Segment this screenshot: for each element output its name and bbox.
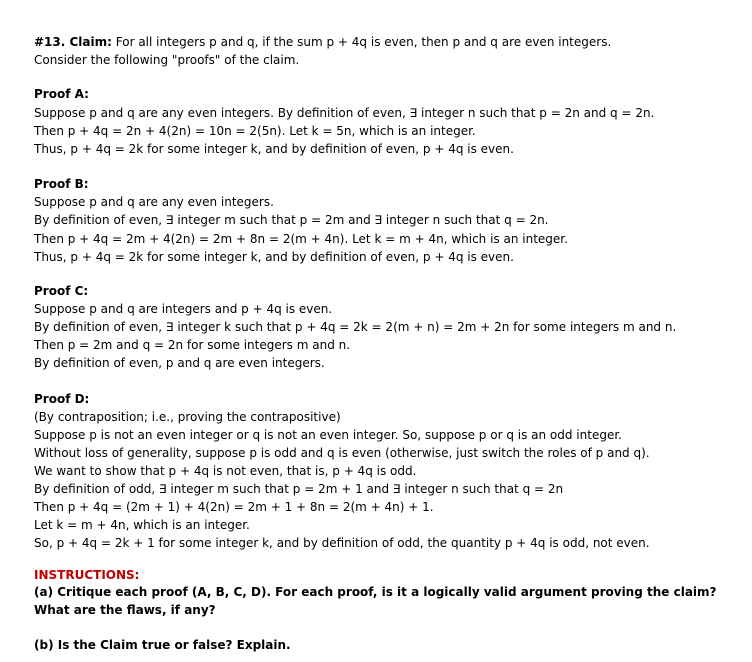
proof-d-line-1: (By contraposition; i.e., proving the contrapositive) (34, 410, 341, 424)
instructions-heading: INSTRUCTIONS: (34, 568, 140, 582)
proof-c-line-3: Then p = 2m and q = 2n for some integers m and n. (34, 338, 351, 352)
proof-b-line-1: Suppose p and q are any even integers. (34, 195, 274, 209)
proof-d-line-2: Suppose p is not an even integer or q is not an even integer. So, suppose p or q is an odd integer. (34, 428, 622, 442)
proof-a-line-3: Thus, p + 4q = 2k for some integer k, and by definition of even, p + 4q is even. (34, 142, 514, 156)
proof-b-title: Proof B: (34, 177, 89, 191)
proof-b-line-2: By definition of even, ∃ integer m such that p = 2m and ∃ integer n such that q = 2n. (34, 213, 549, 227)
instruction-a-line-2: What are the flaws, if any? (34, 603, 216, 617)
proof-a-line-2: Then p + 4q = 2n + 4(2n) = 10n = 2(5n). Let k = 5n, which is an integer. (34, 124, 476, 138)
proof-a-line-1: Suppose p and q are any even integers. By definition of even, ∃ integer n such that p = 2n and q = 2n. (34, 106, 655, 120)
proof-d-title: Proof D: (34, 392, 90, 406)
claim-text: For all integers p and q, if the sum p + 4q is even, then p and q are even integers. (111, 35, 612, 49)
proof-c-line-2: By definition of even, ∃ integer k such that p + 4q = 2k = 2(m + n) = 2m + 2n for some integers m and n. (34, 320, 677, 334)
claim-heading: #13. Claim: (34, 35, 112, 49)
proof-d-line-5: By definition of odd, ∃ integer m such that p = 2m + 1 and ∃ integer n such that q = 2n (34, 482, 564, 496)
proof-c-line-4: By definition of even, p and q are even integers. (34, 356, 325, 370)
proof-d-line-6: Then p + 4q = (2m + 1) + 4(2n) = 2m + 1 + 8n = 2(m + 4n) + 1. (34, 500, 434, 514)
instruction-b: (b) Is the Claim true or false? Explain. (34, 638, 291, 652)
proof-b-line-4: Thus, p + 4q = 2k for some integer k, and by definition of even, p + 4q is even. (34, 250, 514, 264)
proof-d-line-3: Without loss of generality, suppose p is odd and q is even (otherwise, just switch the roles of p and q). (34, 446, 650, 460)
proof-d-line-4: We want to show that p + 4q is not even, that is, p + 4q is odd. (34, 464, 417, 478)
proof-c-line-1: Suppose p and q are integers and p + 4q is even. (34, 302, 333, 316)
instruction-a-line-1: (a) Critique each proof (A, B, C, D). For each proof, is it a logically valid argument proving the claim? (34, 585, 717, 599)
proof-c-title: Proof C: (34, 284, 89, 298)
claim-line (34, 35, 611, 49)
proof-a-title: Proof A: (34, 87, 89, 101)
proof-d-line-8: So, p + 4q = 2k + 1 for some integer k, and by definition of odd, the quantity p + 4q is odd, not even. (34, 536, 650, 550)
claim-intro-line: Consider the following "proofs" of the claim. (34, 53, 300, 67)
proof-d-line-7: Let k = m + 4n, which is an integer. (34, 518, 250, 532)
proof-b-line-3: Then p + 4q = 2m + 4(2n) = 2m + 8n = 2(m + 4n). Let k = m + 4n, which is an integer. (34, 232, 568, 246)
